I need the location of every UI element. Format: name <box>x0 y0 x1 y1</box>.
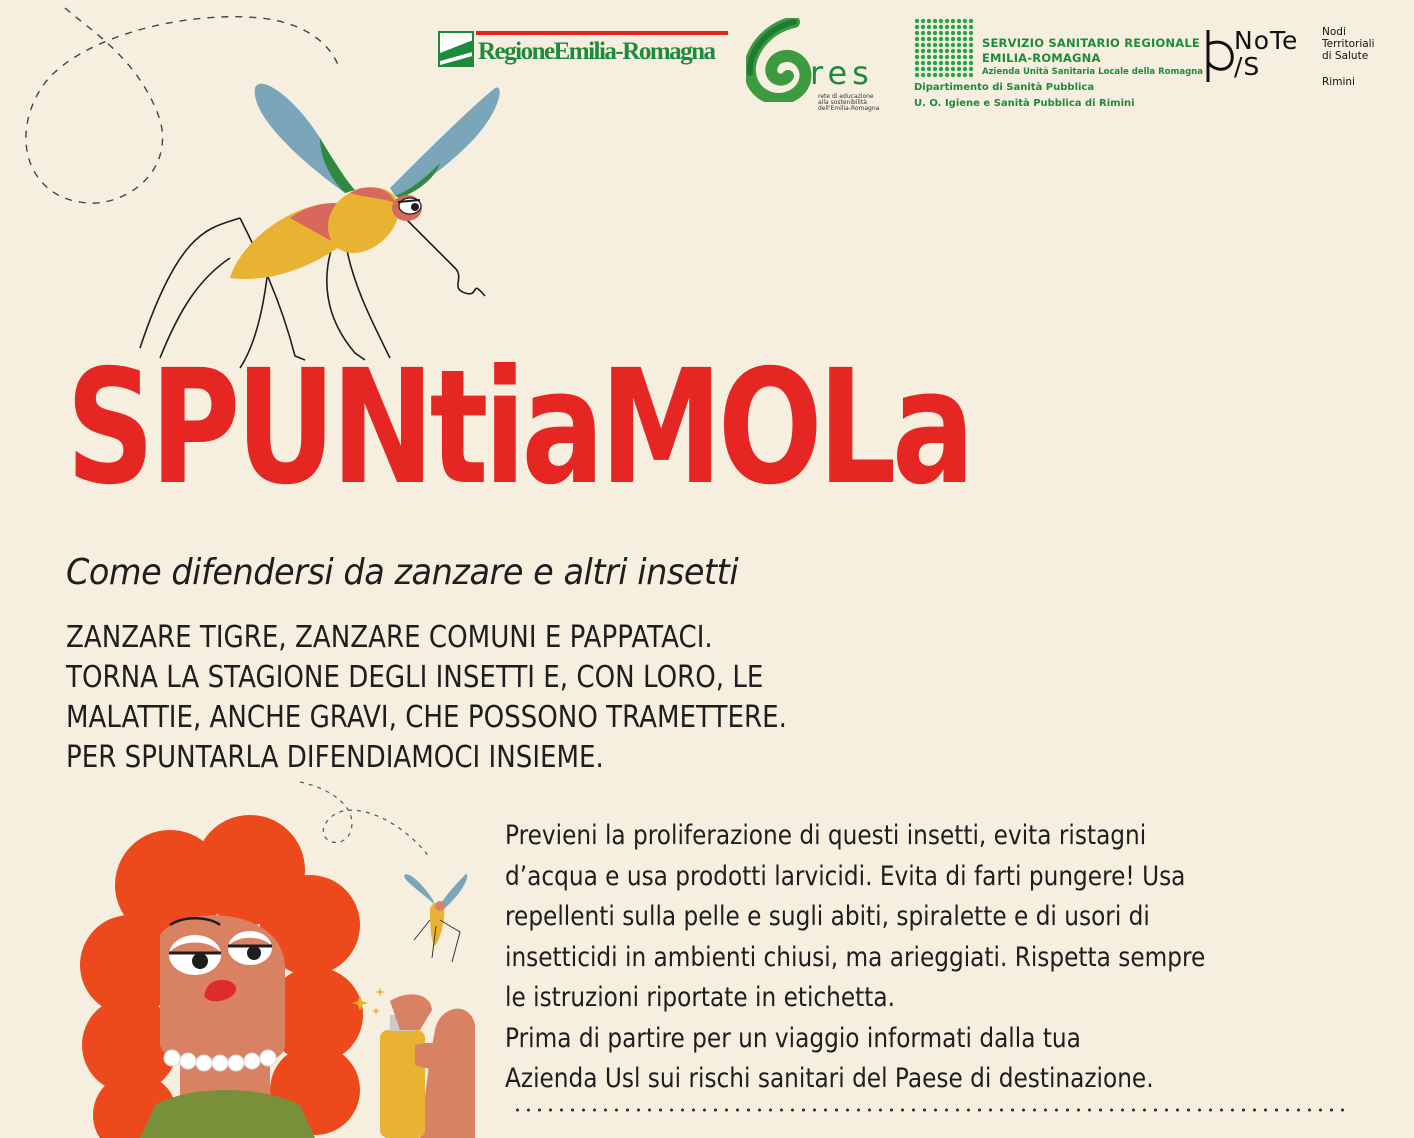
body-line: insetticidi in ambienti chiusi, ma arieggiati. Rispetta sempre <box>505 941 1206 973</box>
regione-emilia-romagna-logo <box>438 30 730 72</box>
body-line: Previeni la proliferazione di questi insetti, evita ristagni <box>505 820 1147 851</box>
res-spiral-icon <box>746 18 814 102</box>
res-sub-line: alla sostenibilità <box>818 99 867 106</box>
small-mosquito-illustration <box>400 870 480 970</box>
page-title: SPUNtiaMOLa <box>66 336 971 520</box>
res-sub-line: dell'Emilia-Romagna <box>818 105 880 112</box>
ssr-line: Azienda Unità Sanitaria Locale della Romagna <box>982 67 1203 77</box>
body-line: le istruzioni riportate in etichetta. <box>505 982 896 1013</box>
body-line: d’acqua e usa prodotti larvicidi. Evita di farti pungere! Usa <box>505 860 1186 892</box>
intro-paragraph <box>66 618 787 778</box>
intro-line: MALATTIE, ANCHE GRAVI, CHE POSSONO TRAMETTERE. <box>66 700 787 735</box>
ssr-unit: U. O. Igiene e Sanità Pubblica di Rimini <box>914 98 1135 109</box>
notes-sub-line: Nodi <box>1322 26 1346 38</box>
notes-word-line: /S <box>1234 52 1261 81</box>
notes-logo <box>1204 22 1404 92</box>
res-logo <box>746 18 896 112</box>
intro-line: ZANZARE TIGRE, ZANZARE COMUNI E PAPPATACI. <box>66 620 713 655</box>
woman-with-spray-illustration <box>60 815 500 1138</box>
body-line: Prima di partire per un viaggio informati dalla tua <box>505 1022 1081 1054</box>
intro-line: PER SPUNTARLA DIFENDIAMOCI INSIEME. <box>66 740 604 775</box>
logo-red-bar <box>476 31 728 35</box>
mosquito-illustration <box>120 78 500 378</box>
regione-logo-text: RegioneEmilia-Romagna <box>478 38 715 65</box>
ssr-line: EMILIA-ROMAGNA <box>982 51 1101 65</box>
res-logo-subtitle <box>818 94 898 112</box>
sparkle-icon <box>350 985 400 1025</box>
servizio-sanitario-logo <box>914 18 1204 113</box>
res-sub-line: rete di educazione <box>818 93 874 100</box>
body-line: Azienda Usl sui rischi sanitari del Paese di destinazione. <box>505 1063 1154 1094</box>
ssr-department: Dipartimento di Sanità Pubblica <box>914 82 1095 93</box>
body-paragraph <box>505 816 1205 1100</box>
notes-sub-line: Territoriali <box>1322 38 1375 50</box>
ssr-line: SERVIZIO SANITARIO REGIONALE <box>982 36 1200 50</box>
notes-logo-city: Rimini <box>1322 76 1355 88</box>
notes-logo-subtitle <box>1322 26 1375 62</box>
notes-mark-icon <box>1204 26 1238 86</box>
page-subtitle: Come difendersi da zanzare e altri insetti <box>66 552 739 593</box>
body-line: repellenti sulla pelle e sugli abiti, spiralette e di usori di <box>505 901 1150 932</box>
notes-sub-line: di Salute <box>1322 50 1369 62</box>
res-logo-word: res <box>810 54 874 92</box>
notes-word-line: NoTe <box>1234 26 1299 55</box>
intro-line: TORNA LA STAGIONE DEGLI INSETTI E, CON LORO, LE <box>66 660 764 695</box>
dotted-divider <box>512 1108 1348 1112</box>
notes-logo-word <box>1234 28 1298 80</box>
regione-emblem-icon <box>438 31 474 67</box>
ssr-dot-grid-icon <box>914 18 974 78</box>
